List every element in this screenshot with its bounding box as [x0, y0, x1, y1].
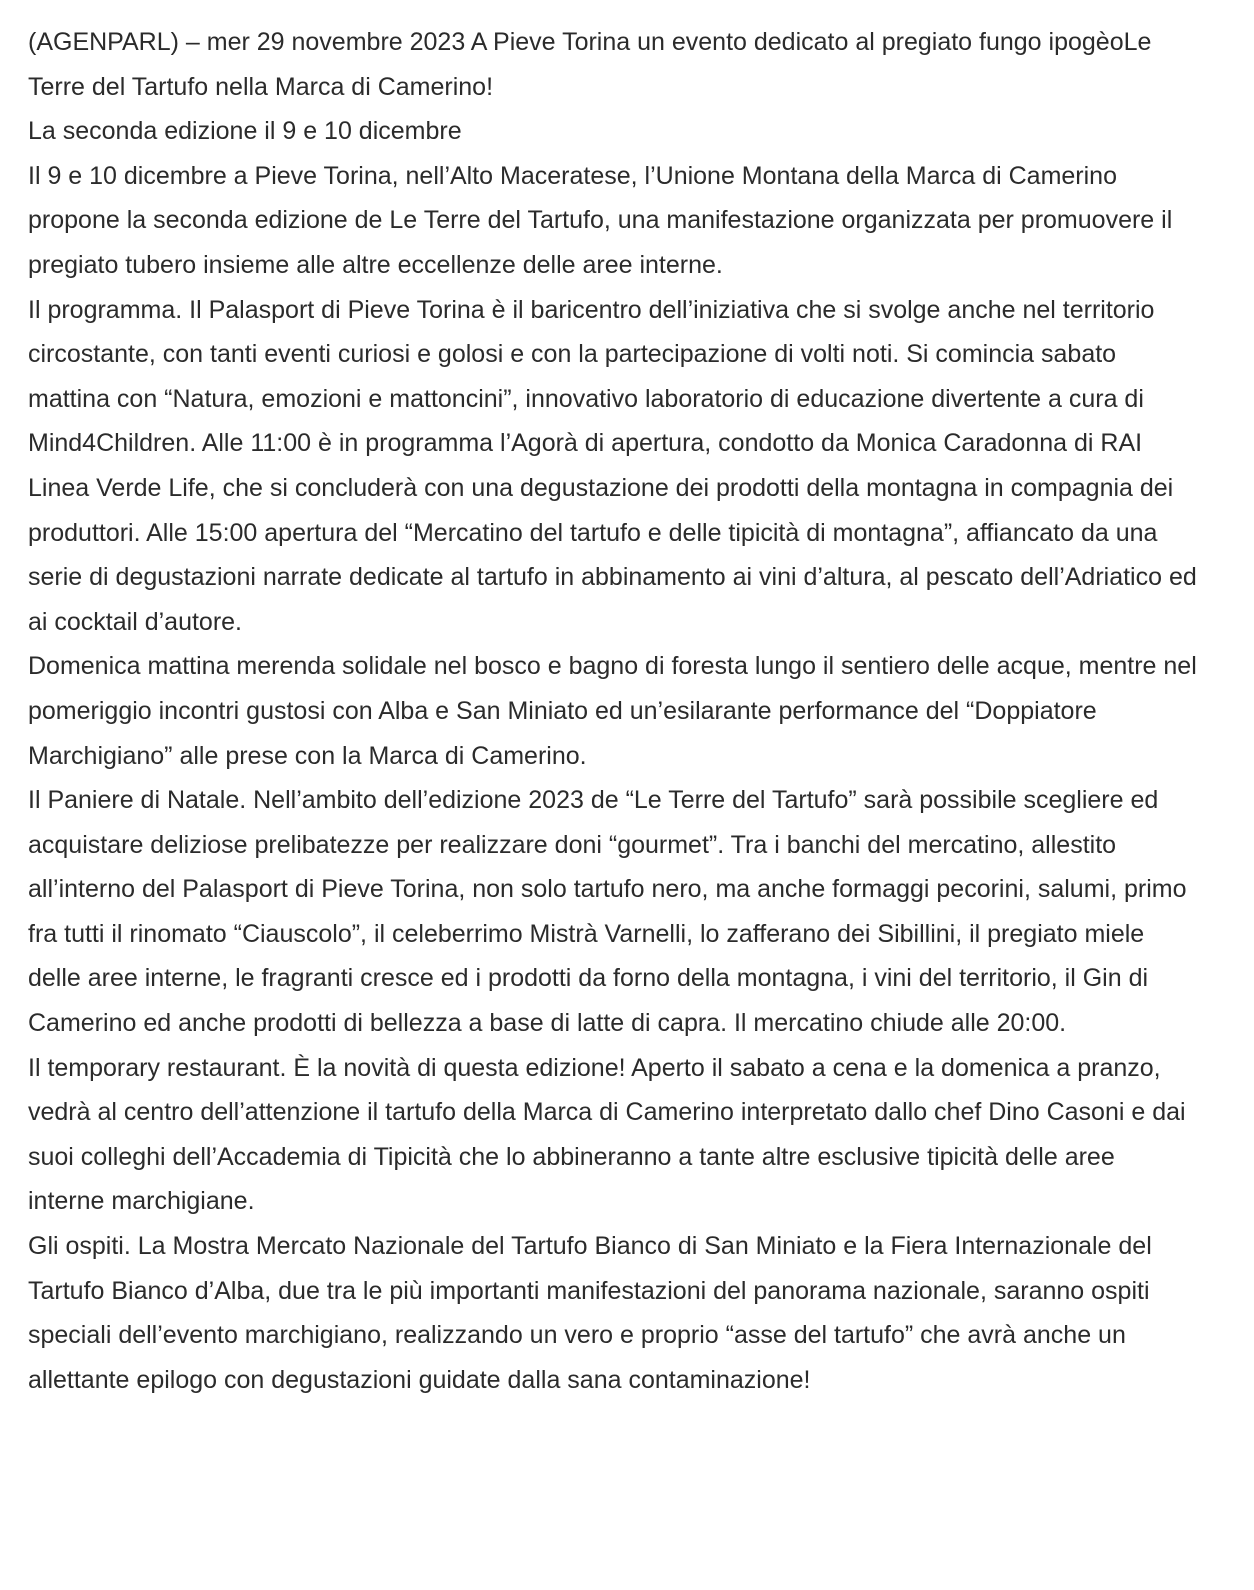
article-subtitle-paragraph: La seconda edizione il 9 e 10 dicembre — [28, 117, 462, 146]
article-guests-paragraph: Gli ospiti. La Mostra Mercato Nazionale del Tartufo Bianco di San Miniato e la Fiera Internazionale del Tartufo Bianco d’Alba, due tra le più importanti manifestazioni del panorama nazionale, saranno ospiti speciali dell’evento marchigiano, realizzando un vero e proprio “asse del tartufo” che avrà anche un allettante epilogo con degustazioni guidate dalla sana contaminazione! — [28, 1232, 1152, 1394]
article-intro-paragraph: (AGENPARL) – mer 29 novembre 2023 A Pieve Torina un evento dedicato al pregiato fungo ipogèoLe Terre del Tartufo nella Marca di Camerino! — [28, 28, 1152, 101]
article-sunday-paragraph: Domenica mattina merenda solidale nel bosco e bagno di foresta lungo il sentiero delle acque, mentre nel pomeriggio incontri gustosi con Alba e San Miniato ed un’esilarante performance del “Doppiatore Marchigiano” alle prese con la Marca di Camerino. — [28, 652, 1197, 770]
article-temporary-restaurant-paragraph: Il temporary restaurant. È la novità di questa edizione! Aperto il sabato a cena e la domenica a pranzo, vedrà al centro dell’attenzione il tartufo della Marca di Camerino interpretato dallo chef Dino Casoni e dai suoi colleghi dell’Accademia di Tipicità che lo abbineranno a tante altre esclusive tipicità delle aree interne marchigiane. — [28, 1053, 1186, 1216]
article-body — [28, 20, 1198, 1402]
article-paragraph: Il 9 e 10 dicembre a Pieve Torina, nell’Alto Maceratese, l’Unione Montana della Marca di Camerino propone la seconda edizione de Le Terre del Tartufo, una manifestazione organizzata per promuovere il pregiato tubero insieme alle altre eccellenze delle aree interne. — [28, 161, 1173, 279]
article-program-paragraph: Il programma. Il Palasport di Pieve Torina è il baricentro dell’iniziativa che si svolge anche nel territorio circostante, con tanti eventi curiosi e golosi e con la partecipazione di volti noti. Si comincia sabato mattina con “Natura, emozioni e mattoncini”, innovativo laboratorio di educazione divertente a cura di Mind4Children. Alle 11:00 è in programma l’Agorà di apertura, condotto da Monica Caradonna di RAI Linea Verde Life, che si concluderà con una degustazione dei prodotti della montagna in compagnia dei produttori. Alle 15:00 apertura del “Mercatino del tartufo e delle tipicità di montagna”, affiancato da una serie di degustazioni narrate dedicate al tartufo in abbinamento ai vini d’altura, al pescato dell’Adriatico ed ai cocktail d’autore. — [28, 295, 1197, 636]
article-christmas-basket-paragraph: Il Paniere di Natale. Nell’ambito dell’edizione 2023 de “Le Terre del Tartufo” sarà possibile scegliere ed acquistare deliziose prelibatezze per realizzare doni “gourmet”. Tra i banchi del mercatino, allestito all’interno del Palasport di Pieve Torina, non solo tartufo nero, ma anche formaggi pecorini, salumi, primo fra tutti il rinomato “Ciauscolo”, il celeberrimo Mistrà Varnelli, lo zafferano dei Sibillini, il pregiato miele delle aree interne, le fragranti cresce ed i prodotti da forno della montagna, i vini del territorio, il Gin di Camerino ed anche prodotti di bellezza a base di latte di capra. Il mercatino chiude alle 20:00. — [28, 786, 1187, 1038]
